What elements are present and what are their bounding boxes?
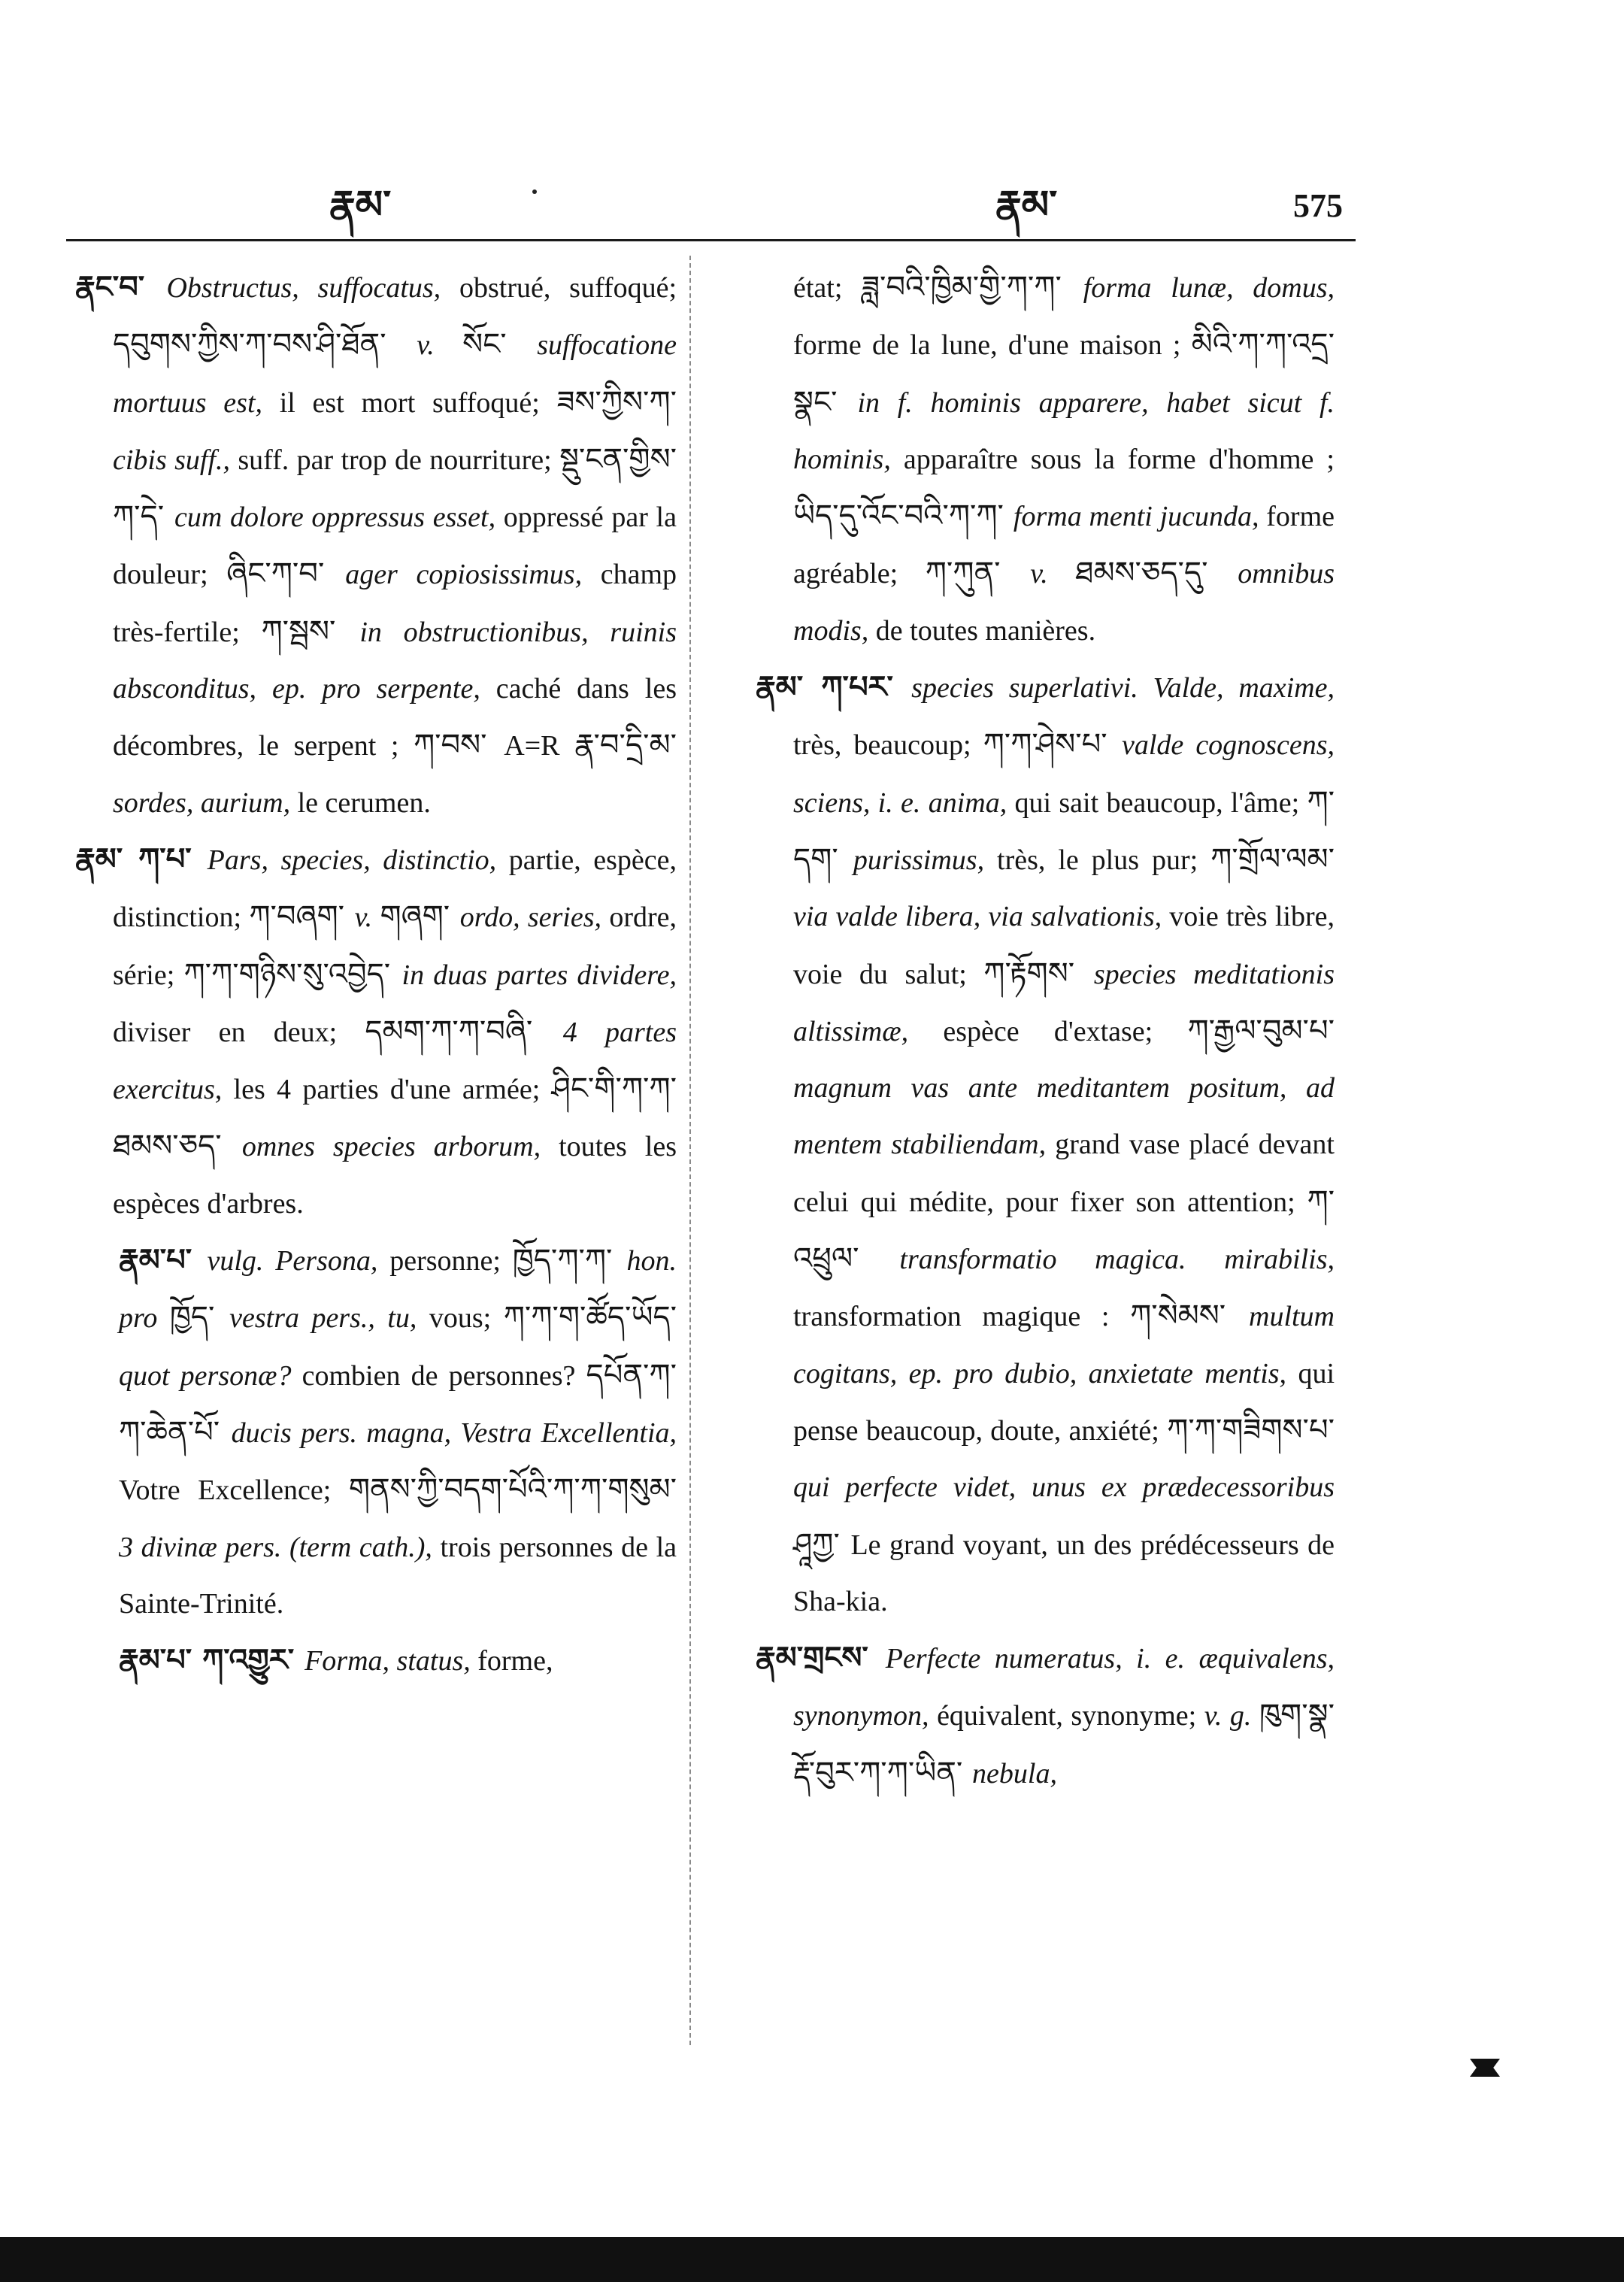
french-text: trois personnes de la Sainte-Trinité. — [119, 1531, 677, 1620]
margin-mark — [1470, 2059, 1500, 2077]
french-text: forme agréable; — [793, 501, 1335, 590]
latin-text: nebula, — [972, 1757, 1057, 1790]
stray-dot — [532, 189, 537, 194]
french-text: le cerumen. — [290, 786, 431, 819]
tibetan-text: མིའི་ཀ་ཀ་འདྲ་སྣང་ — [793, 327, 1335, 420]
dictionary-entry — [75, 1632, 677, 1690]
latin-text: valde cognoscens, sciens, i. e. anima, — [793, 729, 1335, 819]
french-text: caché dans les décombres, le serpent ; — [113, 673, 677, 762]
french-text: personne; — [377, 1245, 513, 1277]
french-text: forme, — [470, 1645, 553, 1677]
french-text: suff. par trop de nourriture; — [230, 444, 560, 476]
latin-text: cum dolore oppressus esset, — [174, 502, 496, 534]
french-text: forme de la lune, d'une maison ; — [793, 329, 1192, 362]
tibetan-text: ཀ་གྲོལ་ལམ་ — [1210, 841, 1335, 877]
latin-text: species superlativi. Valde, maxime, — [911, 672, 1335, 705]
latin-text: v. — [1030, 558, 1076, 590]
latin-text: Forma, status, — [304, 1645, 471, 1677]
latin-text: omnes species arborum, — [241, 1131, 541, 1163]
tibetan-text: ཀ་ཀུན་ — [925, 556, 1031, 591]
tibetan-text: ཀ་རྟོགས་ — [983, 956, 1094, 991]
header-rule — [66, 239, 1356, 241]
tibetan-text: ཁྱོད་ཀ་ཀ་ — [512, 1243, 627, 1278]
tibetan-text: ཐམས་ཅད་དུ་ — [1075, 556, 1238, 591]
tibetan-text: རྣམ་ ཀ་པར་ — [756, 670, 912, 705]
tibetan-text: དཔོན་ཀ་ཀ་ཆེན་པོ་ — [119, 1357, 677, 1450]
tibetan-text: དབུགས་ཀྱིས་ཀ་བས་ཤི་ཐོན་ — [113, 327, 417, 362]
tibetan-text: ཀ་བས་ — [413, 728, 504, 763]
latin-text: quot personæ? — [119, 1359, 292, 1392]
dictionary-entry — [75, 259, 677, 832]
french-text: état; — [793, 272, 862, 304]
french-text: diviser en deux; — [113, 1016, 365, 1048]
latin-text: omnibus modis, — [793, 558, 1335, 647]
french-text: de toutes manières. — [868, 614, 1096, 647]
latin-text: sordes, aurium, — [113, 786, 291, 819]
column-separator — [689, 256, 691, 2045]
french-text: toutes les espèces d'arbres. — [113, 1131, 677, 1220]
tibetan-text: ཀ་རྒྱལ་བུམ་པ་ — [1187, 1013, 1335, 1048]
latin-text: Obstructus, suffocatus, — [166, 272, 441, 304]
latin-text: in obstructionibus, ruinis absconditus, ep. pro serpente, — [113, 616, 677, 705]
latin-text: via valde libera, via salvationis, — [793, 901, 1162, 933]
latin-text: v. g. — [1204, 1700, 1260, 1732]
tibetan-text: ཁྱོད་ — [169, 1300, 230, 1335]
tibetan-text: རྣམ་གྲངས་ — [756, 1641, 886, 1676]
french-text: transformation magique : — [793, 1301, 1131, 1333]
latin-text: cibis suff., — [113, 444, 231, 476]
french-text: grand vase placé devant celui qui médite, pour fixer son attention; — [793, 1129, 1335, 1218]
tibetan-text: ཀ་ཀ་གཟིགས་པ་ — [1167, 1412, 1335, 1447]
latin-text: in duas partes dividere, — [401, 959, 677, 991]
french-text: oppressé par la douleur; — [113, 502, 677, 591]
tibetan-text: ཀ་ཀ་ཤེས་པ་ — [983, 727, 1122, 762]
tibetan-text: རྣམ་ ཀ་པ་ — [75, 841, 208, 877]
tibetan-text: རྣམ་པ་ — [119, 1243, 208, 1278]
right-column — [756, 259, 1335, 1802]
tibetan-text: ཀ་སེམས་ — [1130, 1299, 1249, 1334]
tibetan-text: ཟླ་བའི་ཁྱིམ་གྱི་ཀ་ཀ་ — [862, 270, 1083, 305]
tibetan-text: ཀ་དག་ — [793, 784, 1335, 877]
french-text: il est mort suffoqué; — [262, 386, 557, 419]
tibetan-text: སྡུ་ངན་གྱིས་ཀ་དེ་ — [113, 441, 677, 535]
tibetan-text: གཞག་ — [380, 899, 460, 935]
latin-text: forma menti jucunda, — [1013, 501, 1259, 533]
latin-text: species meditationis altissimæ, — [793, 958, 1335, 1047]
latin-text: purissimus, — [853, 844, 985, 876]
latin-text: qui perfecte videt, unus ex prædecessoribus — [793, 1471, 1335, 1504]
tibetan-text: རྣང་བ་ — [75, 270, 167, 305]
latin-text: v. — [417, 329, 463, 362]
tibetan-text: ཤིང་གི་ཀ་ཀ་ཐམས་ཅད་ — [113, 1071, 677, 1164]
tibetan-text: གནས་ཀྱི་བདག་པོའི་ཀ་ཀ་གསུམ་ — [348, 1472, 677, 1508]
latin-text: ordo, series, — [459, 902, 602, 934]
french-text: espèce d'extase; — [908, 1015, 1188, 1047]
french-text: les 4 parties d'une armée; — [222, 1074, 552, 1106]
tibetan-text: ཀ་བཞག་ — [249, 899, 355, 935]
dictionary-entry — [756, 1630, 1335, 1802]
running-head-right: རྣམ་ — [995, 184, 1058, 227]
french-text: vous; — [417, 1302, 504, 1335]
latin-text: Perfecte numeratus, i. e. æquivalens, synonymon, — [793, 1643, 1335, 1732]
french-text: très, beaucoup; — [793, 729, 983, 762]
french-text: Votre Excellence; — [119, 1474, 349, 1507]
latin-text: multum cogitans, ep. pro dubio, anxietate mentis, — [793, 1301, 1335, 1390]
french-text: apparaître sous la forme d'homme ; — [890, 443, 1335, 475]
latin-text: suffocatione mortuus est, — [113, 329, 677, 419]
tibetan-text: ཡིད་དུ་འོང་བའི་ཀ་ཀ་ — [793, 499, 1013, 534]
french-text: obstrué, suffoqué; — [441, 272, 677, 304]
latin-text: hon. pro — [119, 1245, 677, 1335]
tibetan-text: ཟས་ཀྱིས་ཀ་ — [556, 384, 677, 420]
tibetan-text: ཞིང་ཀ་བ་ — [226, 556, 346, 592]
tibetan-text: རྣ་བ་དྲི་མ་ — [574, 728, 677, 763]
dictionary-entry — [75, 1232, 677, 1632]
latin-text: magnum vas ante meditantem positum, ad mentem stabiliendam, — [793, 1072, 1335, 1161]
dictionary-entry — [75, 832, 677, 1232]
dictionary-entry — [756, 659, 1335, 1630]
french-text: voie très libre, voie du salut; — [793, 901, 1335, 990]
tibetan-text: ཤཱཀྱ་ — [793, 1526, 851, 1562]
running-head-left: རྣམ་ — [329, 184, 392, 227]
french-text: équivalent, synonyme; — [929, 1700, 1204, 1732]
latin-text: in f. hominis apparere, habet sicut f. hominis, — [793, 386, 1335, 475]
french-text: combien de personnes? — [291, 1359, 586, 1392]
tibetan-text: སོང་ — [462, 327, 538, 362]
scan-edge-bar — [0, 2237, 1624, 2282]
tibetan-text: ཀ་ཀ་ག་ཚོད་ཡོད་ — [503, 1300, 677, 1335]
latin-text: v. — [354, 902, 380, 934]
french-text: qui pense beaucoup, doute, anxiété; — [793, 1357, 1335, 1447]
latin-text: vestra pers., tu, — [229, 1302, 417, 1335]
tibetan-text: ཀ་འཕྲུལ་ — [793, 1183, 1335, 1277]
french-text: qui sait beaucoup, l'âme; — [1007, 786, 1307, 819]
tibetan-text: ཀ་སྦས་ — [261, 614, 360, 649]
latin-text: ager copiosissimus, — [345, 559, 583, 591]
latin-text: 3 divinæ pers. (term cath.), — [119, 1531, 432, 1563]
tibetan-text: རྣམ་པ་ ཀ་འགྱུར་ — [119, 1643, 305, 1678]
french-text: partie, espèce, distinction; — [113, 844, 677, 934]
tibetan-text: ཁུག་སྣ་རྡོ་བུར་ཀ་ཀ་ཡིན་ — [793, 1698, 1335, 1790]
left-column — [75, 259, 677, 1690]
tibetan-text: དམག་ཀ་ཀ་བཞི་ — [365, 1014, 563, 1049]
latin-text: ducis pers. magna, Vestra Excellentia, — [231, 1417, 677, 1449]
french-text: très, le plus pur; — [984, 844, 1211, 876]
latin-text: 4 partes exercitus, — [113, 1016, 677, 1106]
french-text: A=R — [504, 730, 575, 762]
latin-text: Pars, species, distinctio, — [207, 844, 497, 876]
french-text: ordre, série; — [113, 902, 677, 991]
latin-text: forma lunæ, domus, — [1083, 272, 1335, 304]
page-number: 575 — [1293, 187, 1343, 224]
french-text: champ très-fertile; — [113, 559, 677, 648]
latin-text: vulg. Persona, — [207, 1245, 378, 1277]
latin-text: transformatio magica. mirabilis, — [899, 1244, 1335, 1276]
dictionary-entry — [756, 259, 1335, 659]
tibetan-text: ཀ་ཀ་གཉིས་སུ་འབྱེད་ — [183, 956, 402, 992]
french-text: Le grand voyant, un des prédécesseurs de Sha-kia. — [793, 1529, 1335, 1617]
